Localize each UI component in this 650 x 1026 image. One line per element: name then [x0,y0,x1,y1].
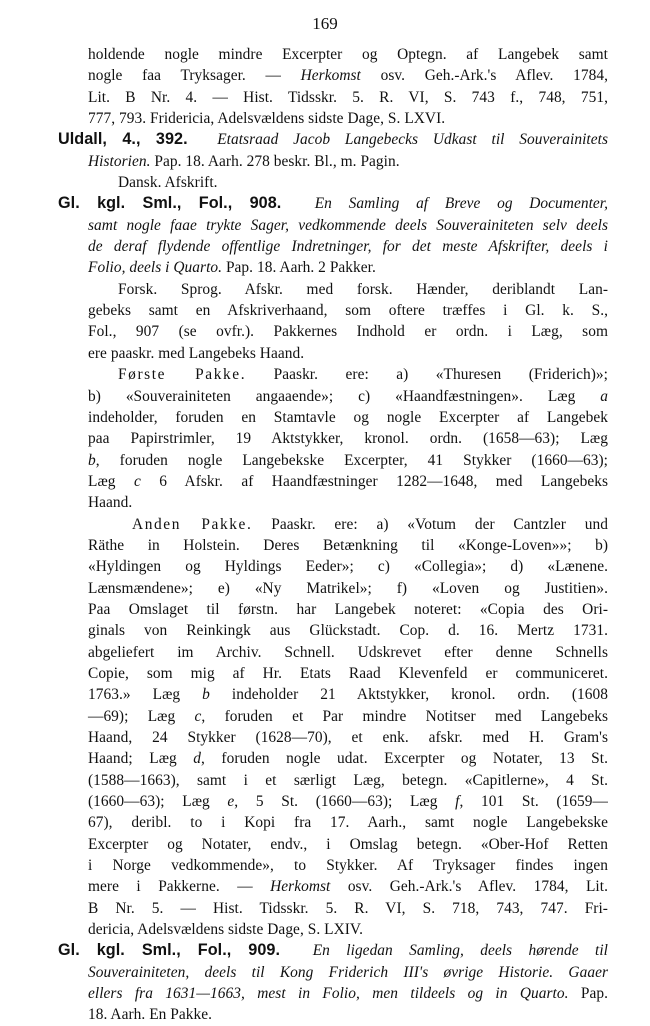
text-line: «Hyldingen og Hyldings Eeder»; c) «Collegia»; d) «Lænene. [88,558,608,576]
text-line: ellers fra 1631—1663, mest in Folio, men tildeels og in Quarto. Pap. [88,985,608,1003]
text-line: gebeks samt en Afskriverhaand, som oftere træffes i Gl. k. S., [88,302,608,320]
text-line: Lit. B Nr. 4. — Hist. Tidsskr. 5. R. VI, S. 743 f., 748, 751, [88,88,608,106]
entry-heading: Gl. kgl. Sml., Fol., 908. [58,194,282,213]
text-line: B Nr. 5. — Hist. Tidsskr. 5. R. VI, S. 718, 743, 747. Fri- [88,899,608,917]
text-line: b) «Souverainiteten angaaende»; c) «Haandfæstningen». Læg a [88,387,608,405]
text-line: ere paaskr. med Langebeks Haand. [88,344,305,362]
text-line: samt nogle faae trykte Sager, vedkommende deels Souverainiteten selv deels [88,216,608,234]
entry-heading-line: Gl. kgl. Sml., Fol., 908. En Samling af Breve og Documenter, [58,194,609,213]
text-column [58,44,609,1026]
text-line: mere i Pakkerne. — Herkomst osv. Geh.-Ark.'s Aflev. 1784, Lit. [88,878,608,896]
text-line: Paa Omslaget til førstn. har Langebek noteret: «Copia des Ori- [88,600,608,618]
entry-heading: Uldall, 4., 392. [58,130,188,149]
text-line: Souverainiteten, deels til Kong Friderich III's øvrige Historie. Gaaer [88,963,608,981]
section-label: Første Pakke. [118,366,247,384]
text-line: abgeliefert im Archiv. Schnell. Udskrevet efter denne Schnells [88,643,608,661]
text-line: 1763.» Læg b indeholder 21 Aktstykker, kronol. ordn. (1608 [88,686,608,704]
text-line: Forsk. Sprog. Afskr. med forsk. Hænder, deriblandt Lan- [118,280,608,298]
text-line: Lænsmændene»; e) «Ny Matrikel»; f) «Loven og Justitien». [88,579,608,597]
text-line: ginals von Reinkingk aus Glückstadt. Cop. d. 16. Mertz 1731. [88,622,608,640]
text-line: Excerpter og Notater, endv., i Omslag betegn. «Ober-Hof Retten [88,835,608,853]
text-line: Historien. Pap. 18. Aarh. 278 beskr. Bl., m. Pagin. [88,152,400,170]
entry-heading-line: Gl. kgl. Sml., Fol., 909. En ligedan Samling, deels hørende til [58,941,608,960]
text-line: Räthe in Holstein. Deres Betænkning til «Konge-Loven»»; b) [88,536,608,554]
text-line: Haand. [88,494,133,512]
text-line: —69); Læg c, foruden et Par mindre Notitser med Langebeks [88,707,608,725]
text-line: (1588—1663), samt i et særligt Læg, betegn. «Capitlerne», 4 St. [88,771,608,789]
text-line: nogle faa Tryksager. — Herkomst osv. Geh.-Ark.'s Aflev. 1784, [88,67,608,85]
text-line: 67), deribl. to i Kopi fra 17. Aarh., samt nogle Langebekske [88,814,608,832]
text-line: Haand, 24 Stykker (1628—70), et enk. afskr. med H. Gram's [88,729,608,746]
text-line: Folio, deels i Quarto. Pap. 18. Aarh. 2 Pakker. [88,259,376,277]
text-line: Copie, som mig af Hr. Etats Raad Klevenfeld er communiceret. [88,664,608,682]
section-label: Anden Pakke. [132,515,253,533]
entry-heading-line: Uldall, 4., 392. Etatsraad Jacob Langebecks Udkast til Souverainitets [58,130,609,149]
text-line: i Norge vedkommende», to Stykker. Af Tryksager findes ingen [88,857,608,875]
text-line: indeholder, foruden en Stamtavle og nogle Excerpter af Langebek [88,408,608,426]
text-line: Første Pakke. Paaskr. ere: a) «Thuresen (Friderich)»; [118,366,608,384]
text-line: Fol., 907 (se ovfr.). Pakkernes Indhold er ordn. i Læg, som [88,323,608,341]
text-line: paa Papirstrimler, 19 Aktstykker, kronol. ordn. (1658—63); Læg [88,430,608,448]
page-number: 169 [312,14,338,33]
text-line: 18. Aarh. En Pakke. [88,1006,213,1024]
entry-heading: Gl. kgl. Sml., Fol., 909. [58,941,281,960]
text-line: b, foruden nogle Langebekske Excerpter, 41 Stykker (1660—63); [88,451,608,469]
text-line: Dansk. Afskrift. [118,174,218,192]
text-line: dericia, Adelsvældens sidste Dage, S. LXIV. [88,921,364,939]
text-line: 777, 793. Fridericia, Adelsvældens sidste Dage, S. LXVI. [88,110,446,128]
text-line: de deraf flydende offentlige Indretninger, for det meste Afskrifter, deels i [88,238,608,256]
text-line: Læg c 6 Afskr. af Haandfæstninger 1282—1648, med Langebeks [88,472,608,490]
text-line: (1660—63); Læg e, 5 St. (1660—63); Læg f, 101 St. (1659— [88,793,608,811]
text-line: Anden Pakke. Paaskr. ere: a) «Votum der Cantzler und [132,515,608,533]
text-line: Haand; Læg d, foruden nogle udat. Excerpter og Notater, 13 St. [88,750,609,768]
text-line: holdende nogle mindre Excerpter og Optegn. af Langebek samt [88,46,608,63]
